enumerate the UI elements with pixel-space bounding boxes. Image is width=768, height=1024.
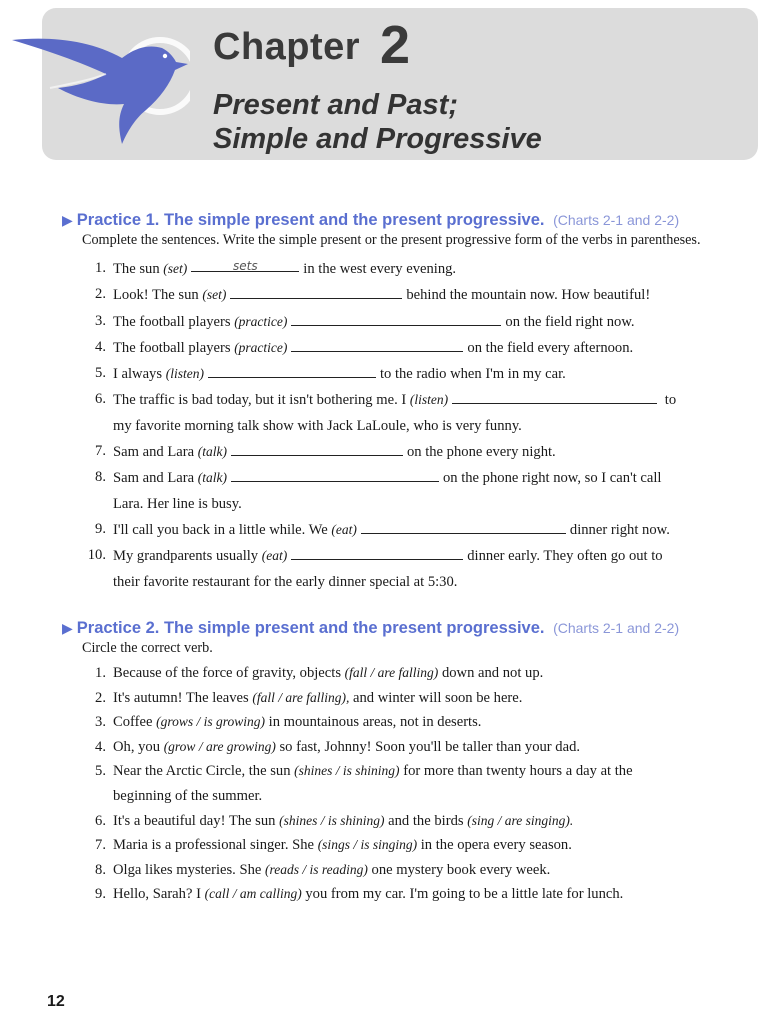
chapter-title-line2: Simple and Progressive xyxy=(213,123,542,155)
practice-2-instructions: Circle the correct verb. xyxy=(82,640,213,656)
answer-blank[interactable] xyxy=(361,519,566,534)
answer-blank[interactable] xyxy=(231,441,403,456)
list-item: 5. Near the Arctic Circle, the sun (shines / is shining) for more than twenty hours a day at the beginning of the summer. xyxy=(95,763,633,804)
answer-blank[interactable] xyxy=(230,284,402,299)
triangle-bullet-icon: ▶ xyxy=(62,620,73,636)
answer-blank[interactable] xyxy=(291,311,501,326)
answer-blank[interactable] xyxy=(452,389,657,404)
list-item: 4. Oh, you (grow / are growing) so fast, Johnny! Soon you'll be taller than your dad. xyxy=(95,738,581,755)
chapter-number: 2 xyxy=(380,15,411,75)
practice-1-title: The simple present and the present progressive. xyxy=(163,211,545,229)
practice-1-label: Practice 1. xyxy=(76,211,160,229)
verb-choice[interactable]: (fall / are falling) xyxy=(344,665,439,680)
verb-choice[interactable]: (shines / is shining) xyxy=(279,812,385,828)
practice-1-heading xyxy=(62,211,762,230)
practice-2-title: The simple present and the present progressive. xyxy=(163,619,545,637)
practice-1-charts: (Charts 2-1 and 2-2) xyxy=(553,212,680,228)
answer-blank[interactable] xyxy=(291,337,463,352)
answer-blank[interactable] xyxy=(231,467,439,482)
list-item: 4. The football players (practice) on the field every afternoon. xyxy=(95,338,634,356)
list-item: 6. The traffic is bad today, but it isn't bothering me. I (listen) to my favorite morning talk show with Jack LaLoule, who is very funny. xyxy=(95,391,677,434)
answer-blank[interactable] xyxy=(191,257,299,272)
practice-2-heading xyxy=(62,619,762,638)
answer-blank[interactable] xyxy=(208,363,376,378)
practice-2-label: Practice 2. xyxy=(76,619,160,637)
practice-2-list xyxy=(62,661,762,907)
list-item: 2. Look! The sun (set) behind the mountain now. How beautiful! xyxy=(95,286,651,304)
triangle-bullet-icon: ▶ xyxy=(62,212,73,228)
list-item: 7. Sam and Lara (talk) on the phone every night. xyxy=(95,443,556,461)
handwritten-answer: sets xyxy=(232,259,258,273)
page-number: 12 xyxy=(47,993,65,1010)
practice-1-section xyxy=(62,211,762,595)
verb-choice[interactable]: (reads / is reading) xyxy=(265,861,368,877)
list-item: 10. My grandparents usually (eat) dinner early. They often go out to their favorite restaurant for the early dinner special at 5:30. xyxy=(87,547,663,590)
verb-choice[interactable]: (fall / are falling), xyxy=(252,689,350,705)
practice-2-charts: (Charts 2-1 and 2-2) xyxy=(553,620,680,636)
chapter-title xyxy=(213,88,542,156)
list-item: 6. It's a beautiful day! The sun (shines / is shining) and the birds (sing / are singing). xyxy=(95,812,574,829)
list-item: 2. It's autumn! The leaves (fall / are falling), and winter will soon be here. xyxy=(95,689,523,706)
list-item: 3. The football players (practice) on the field right now. xyxy=(95,312,635,330)
list-item: 3. Coffee (grows / is growing) in mountainous areas, not in deserts. xyxy=(95,714,482,731)
list-item: 1. Because of the force of gravity, objects (fall / are falling) down and not up. xyxy=(95,665,544,681)
list-item: 8. Sam and Lara (talk) on the phone right now, so I can't call Lara. Her line is busy. xyxy=(95,469,662,512)
answer-blank[interactable] xyxy=(291,545,463,560)
practice-1-instructions: Complete the sentences. Write the simple present or the present progressive form of the verbs in parentheses. xyxy=(82,232,701,248)
verb-choice[interactable]: (call / am calling) xyxy=(204,886,302,902)
chapter-label: Chapter xyxy=(213,26,361,68)
verb-choice[interactable]: (shines / is shining) xyxy=(294,763,400,779)
list-item: 9. I'll call you back in a little while. We (eat) dinner right now. xyxy=(95,520,670,538)
swallow-bird-icon xyxy=(10,18,190,148)
verb-choice[interactable]: (grows / is growing) xyxy=(156,714,265,730)
list-item: 7. Maria is a professional singer. She (sings / is singing) in the opera every season. xyxy=(95,837,572,854)
list-item: 9. Hello, Sarah? I (call / am calling) you from my car. I'm going to be a little late for lunch. xyxy=(95,886,624,903)
practice-2-section xyxy=(62,619,762,907)
verb-choice[interactable]: (grow / are growing) xyxy=(163,738,276,754)
practice-1-list xyxy=(62,256,762,595)
verb-choice[interactable]: (sing / are singing). xyxy=(467,812,574,828)
chapter-title-line1: Present and Past; xyxy=(213,89,458,121)
list-item: 5. I always (listen) to the radio when I'm in my car. xyxy=(95,365,566,383)
list-item: 1. The sun (set) $^{sets}$ in the west every evening. xyxy=(95,259,457,277)
verb-choice[interactable]: (sings / is singing) xyxy=(317,837,418,853)
list-item: 8. Olga likes mysteries. She (reads / is reading) one mystery book every week. xyxy=(95,861,551,878)
